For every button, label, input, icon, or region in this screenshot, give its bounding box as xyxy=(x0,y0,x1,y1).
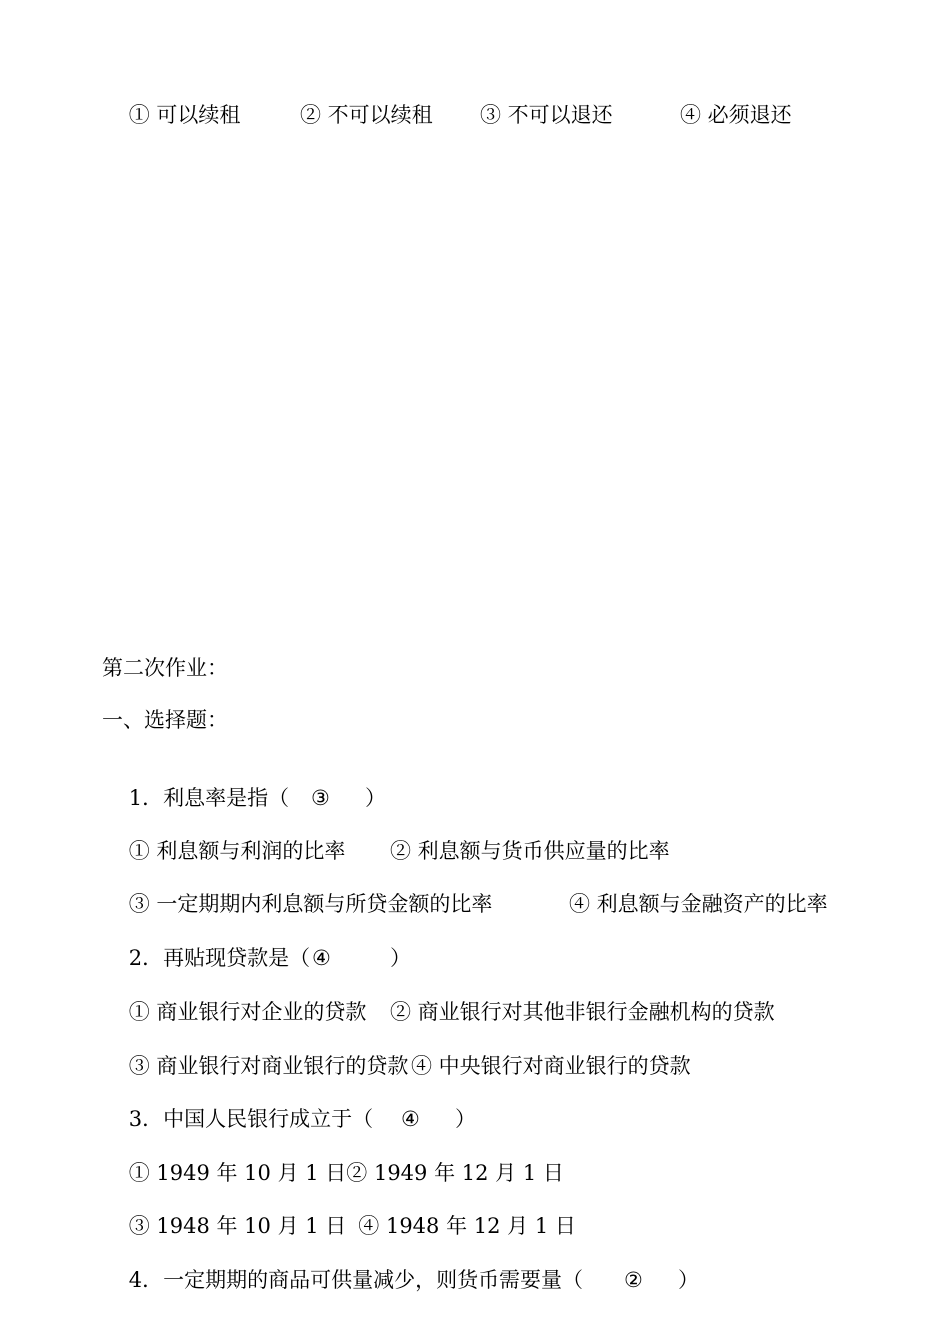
option-line xyxy=(102,970,775,1024)
option: ③ 一定期期内利息额与所贷金额的比率 xyxy=(128,892,493,916)
option: ③ 1948 年 10 月 1 日 xyxy=(128,1214,347,1238)
section-title: 第二次作业： xyxy=(102,656,228,680)
option-line xyxy=(102,862,828,916)
option: ① 商业银行对企业的贷款 xyxy=(128,1000,367,1024)
option: ③ 商业银行对商业银行的贷款 xyxy=(128,1054,409,1078)
question-stem xyxy=(102,916,411,970)
part-title: 一、选择题： xyxy=(102,708,228,732)
question-stem xyxy=(102,756,386,810)
answer-mark: ④ xyxy=(312,946,331,970)
question-stem xyxy=(102,1238,699,1292)
option-line xyxy=(102,1184,576,1238)
question-text: 4．一定期期的商品可供量减少，则货币需要量（ xyxy=(128,1268,584,1292)
close-paren: ） xyxy=(390,946,411,970)
answer-mark: ④ xyxy=(401,1107,420,1131)
question-text: 1．利息率是指（ xyxy=(128,786,290,810)
answer-mark: ③ xyxy=(311,786,330,810)
close-paren: ） xyxy=(365,786,386,810)
answer-mark: ② xyxy=(624,1268,643,1292)
option: ① 可以续租 xyxy=(128,103,241,127)
option: ② 利息额与货币供应量的比率 xyxy=(390,839,670,863)
option: ③ 不可以退还 xyxy=(480,103,613,127)
option: ④ 利息额与金融资产的比率 xyxy=(569,892,828,916)
option: ④ 中央银行对商业银行的贷款 xyxy=(411,1054,691,1078)
close-paren: ） xyxy=(455,1107,476,1131)
option: ④ 必须退还 xyxy=(680,103,792,127)
option: ④ 1948 年 12 月 1 日 xyxy=(358,1214,576,1238)
option-line xyxy=(102,809,670,863)
option: ① 利息额与利润的比率 xyxy=(128,839,346,863)
question-stem xyxy=(102,1077,476,1131)
option: ① 1949 年 10 月 1 日 xyxy=(128,1161,347,1185)
question-text: 3．中国人民银行成立于（ xyxy=(128,1107,374,1131)
question-text: 2．再贴现贷款是（ xyxy=(128,946,311,970)
option-line xyxy=(102,1024,691,1078)
option: ② 商业银行对其他非银行金融机构的贷款 xyxy=(390,1000,775,1024)
prev-options-line xyxy=(102,73,792,127)
close-paren: ） xyxy=(678,1268,699,1292)
option: ② 1949 年 12 月 1 日 xyxy=(346,1161,564,1185)
option: ② 不可以续租 xyxy=(300,103,433,127)
option-line xyxy=(102,1131,564,1185)
